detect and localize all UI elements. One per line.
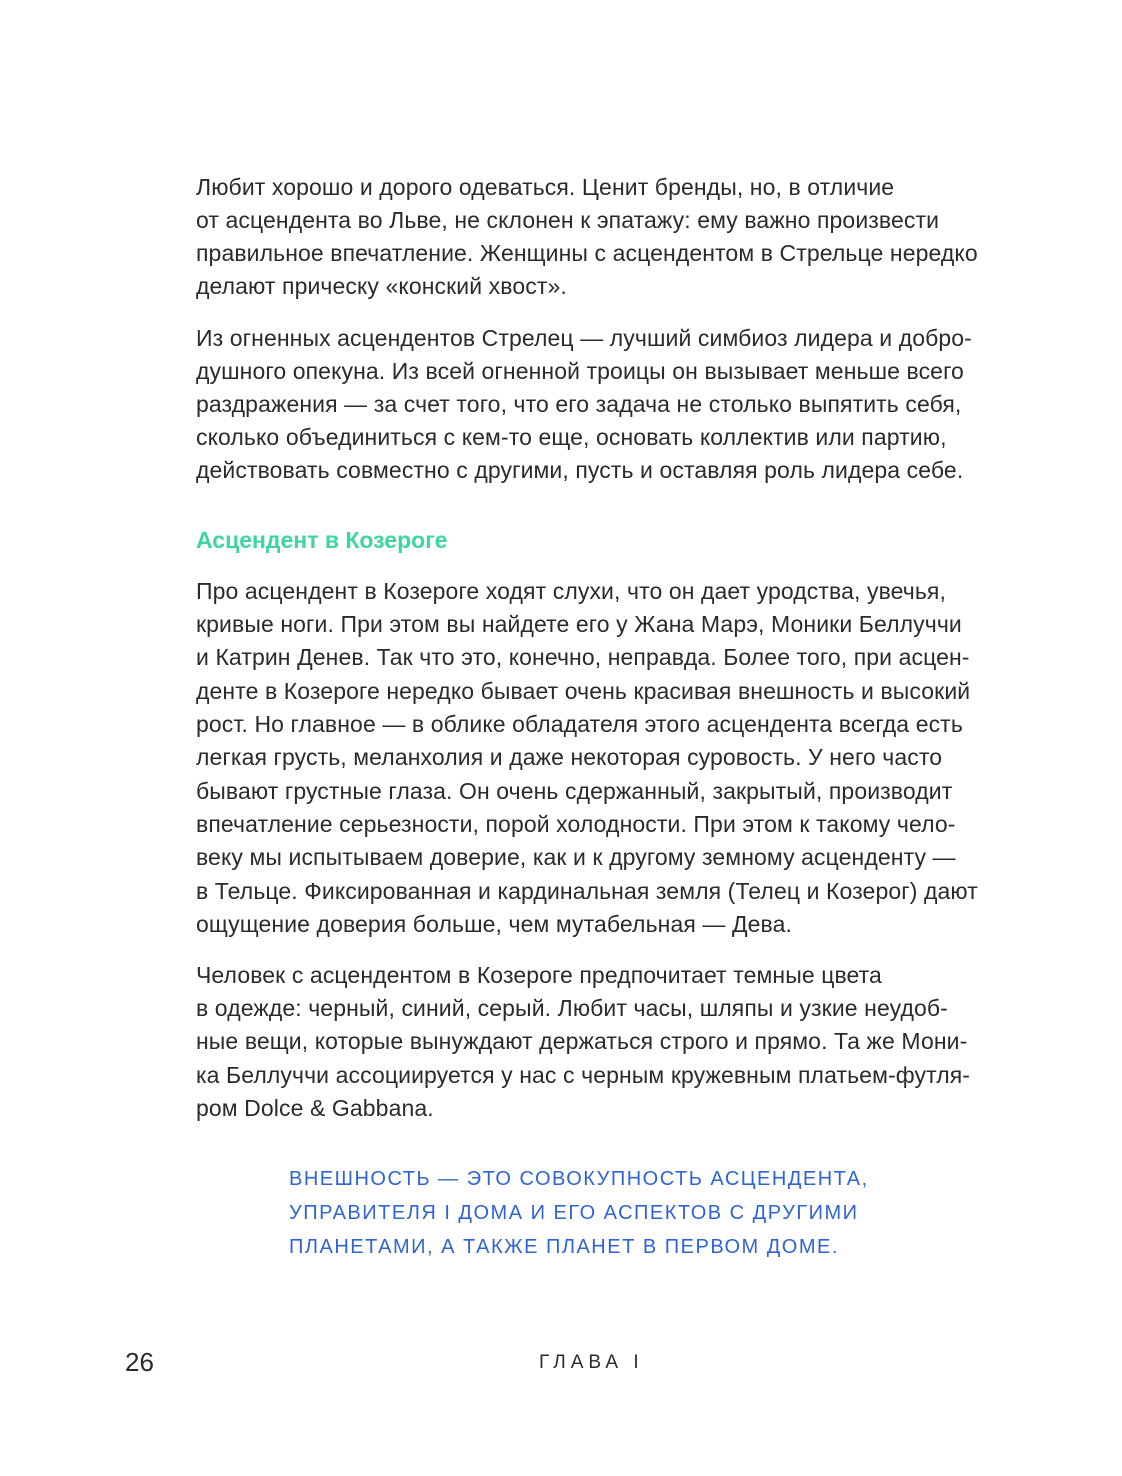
pull-quote-line-1: ВНЕШНОСТЬ — ЭТО СОВОКУПНОСТЬ АСЦЕНДЕНТА, [289, 1168, 869, 1190]
paragraph-3-line-8: впечатление серьезности, порой холодности. При этом к такому чело- [196, 811, 956, 837]
paragraph-2-line-2: душного опекуна. Из всей огненной троицы он вызывает меньше всего [196, 358, 964, 384]
paragraph-3-line-4: денте в Козероге нередко бывает очень красивая внешность и высокий [196, 678, 971, 704]
paragraph-3-line-7: бывают грустные глаза. Он очень сдержанный, закрытый, производит [196, 778, 953, 804]
paragraph-4-line-4: ка Беллуччи ассоциируется у нас с черным кружевным платьем-футля- [196, 1062, 971, 1088]
pull-quote-line-3: ПЛАНЕТАМИ, А ТАКЖЕ ПЛАНЕТ В ПЕРВОМ ДОМЕ. [289, 1236, 839, 1258]
paragraph-1-line-2: от асцендента во Льве, не склонен к эпатажу: ему важно произвести [196, 207, 940, 233]
paragraph-3-line-2: кривые ноги. При этом вы найдете его у Жана Марэ, Моники Беллуччи [196, 611, 962, 637]
paragraph-1-line-4: делают прическу «конский хвост». [196, 273, 567, 299]
paragraph-4-line-1: Человек с асцендентом в Козероге предпочитает темные цвета [196, 962, 882, 988]
paragraph-3-line-10: в Тельце. Фиксированная и кардинальная земля (Телец и Козерог) дают [196, 878, 978, 904]
paragraph-4-line-2: в одежде: черный, синий, серый. Любит часы, шляпы и узкие неудоб- [196, 995, 948, 1021]
pull-quote-line-2: УПРАВИТЕЛЯ I ДОМА И ЕГО АСПЕКТОВ С ДРУГИМИ [289, 1202, 859, 1224]
paragraph-3-line-11: ощущение доверия больше, чем мутабельная — Дева. [196, 911, 792, 937]
running-head: ГЛАВА I [539, 1352, 644, 1373]
paragraph-3-line-3: и Катрин Денев. Так что это, конечно, неправда. Более того, при асцен- [196, 644, 970, 670]
paragraph-1-line-1: Любит хорошо и дорого одеваться. Ценит бренды, но, в отличие [196, 174, 895, 200]
paragraph-2-line-4: сколько объединиться с кем-то еще, основать коллектив или партию, [196, 424, 947, 450]
paragraph-2-line-3: раздражения — за счет того, что его задача не столько выпятить себя, [196, 391, 962, 417]
paragraph-4-line-3: ные вещи, которые вынуждают держаться строго и прямо. Та же Мони- [196, 1028, 968, 1054]
paragraph-3-line-9: веку мы испытываем доверие, как и к другому земному асценденту — [196, 844, 956, 870]
paragraph-3-line-1: Про асцендент в Козероге ходят слухи, что он дает уродства, увечья, [196, 578, 946, 604]
section-heading: Асцендент в Козероге [196, 527, 448, 553]
paragraph-3-line-5: рост. Но главное — в облике обладателя этого асцендента всегда есть [196, 711, 963, 737]
paragraph-2-line-5: действовать совместно с другими, пусть и оставляя роль лидера себе. [196, 457, 964, 483]
paragraph-2-line-1: Из огненных асцендентов Стрелец — лучший симбиоз лидера и добро- [196, 325, 972, 351]
paragraph-3-line-6: легкая грусть, меланхолия и даже некоторая суровость. У него часто [196, 744, 943, 770]
paragraph-1-line-3: правильное впечатление. Женщины с асцендентом в Стрельце нередко [196, 240, 978, 266]
page-number: 26 [125, 1347, 154, 1377]
paragraph-4-line-5: ром Dolce & Gabbana. [196, 1095, 434, 1121]
